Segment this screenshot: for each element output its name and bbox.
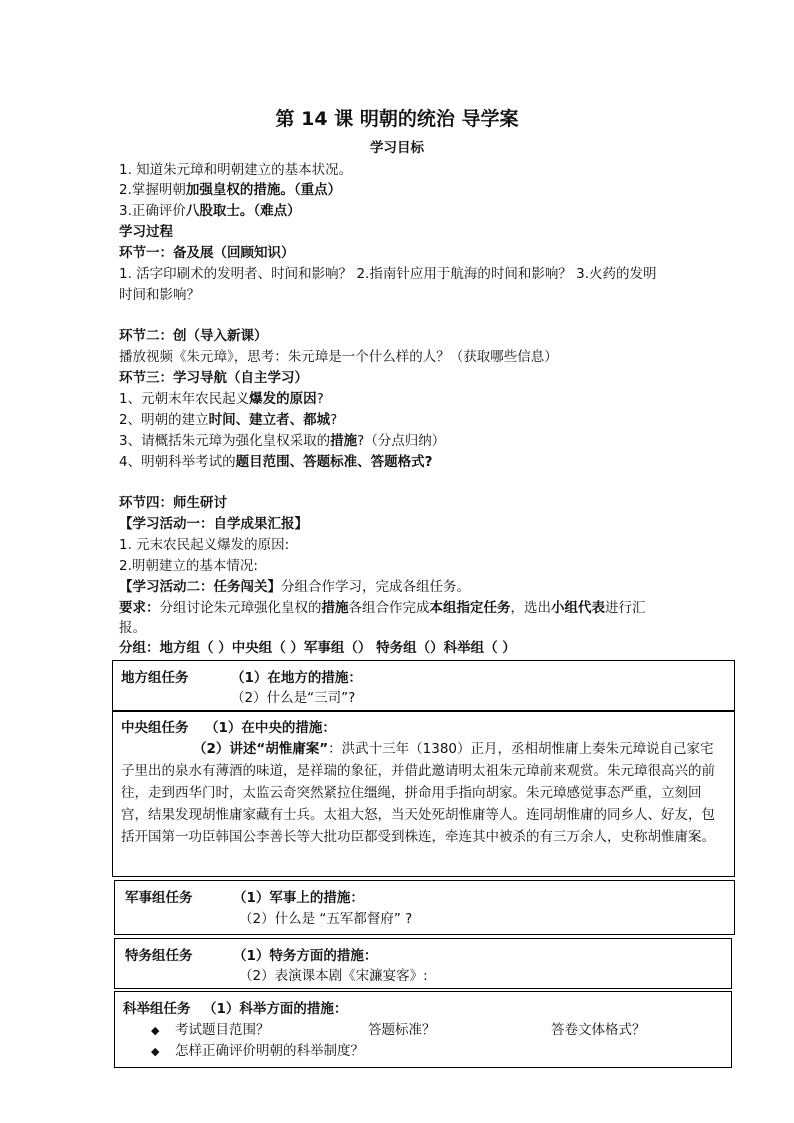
task-secret-q1: （1）特务方面的措施： <box>233 948 378 964</box>
objective-2-note: 。（重点） <box>280 182 342 198</box>
task-military-label: 军事组任务 <box>125 890 193 906</box>
objective-2-prefix: 2.掌握明朝 <box>119 182 186 198</box>
task-exam-b1a: 考试题目范围？ <box>175 1022 270 1038</box>
question-4 <box>119 452 432 472</box>
requirement-text-2: 各组合作完成 <box>348 600 430 616</box>
question-2-prefix: 2、明朝的建立 <box>119 412 209 428</box>
activity-1-line-1: 1. 元末农民起义爆发的原因: <box>119 537 290 553</box>
question-1-key: 爆发的原因 <box>249 391 317 407</box>
section-1-heading: 环节一：备及展（回顾知识） <box>119 245 295 261</box>
requirement-text-1: 分组讨论朱元璋强化皇权的 <box>159 600 322 616</box>
question-4-suffix: ? <box>424 454 433 470</box>
task-secret-label: 特务组任务 <box>125 948 193 964</box>
objective-2-key: 加强皇权的措施 <box>185 182 281 198</box>
objectives-heading: 学习目标 <box>370 140 424 156</box>
task-secret-q2: （2）表演课本剧《宋濂宴客》: <box>239 968 428 984</box>
task-central-q2-text: ：洪武十三年（1380）正月，丞相胡惟庸上奏朱元璋说自己家宅子里出的泉水有薄酒的味道，是祥瑞的象征，并借此邀请明太祖朱元璋前来观赏。朱元璋很高兴的前往，走到西华门时，太监云奇突然紧拉住缰绳，拼命用手指向胡家。朱元璋感觉事态严重，立刻回宫，结果发现胡惟庸家藏有士兵。太祖大怒，当天处死胡惟庸等人。连同胡惟庸的同乡人、好友，包括开国第一功臣韩国公李善长等大批功臣都受到株连，牵连其中被杀的有三万余人，史称胡惟庸案。 <box>121 741 715 845</box>
section-1-line-1: 1. 活字印刷术的发明者、时间和影响？ 2.指南针应用于航海的时间和影响？ 3.火药的发明 <box>119 266 657 282</box>
task-central-q2-heading: （2）讲述“胡惟庸案” <box>193 741 329 757</box>
question-1-suffix: ? <box>316 391 324 407</box>
task-local-q2: （2）什么是“三司”? <box>231 690 356 706</box>
bullet-diamond-icon: ◆ <box>151 1024 160 1037</box>
bullet-diamond-icon: ◆ <box>151 1045 160 1058</box>
requirement-line-2: 报。 <box>119 620 146 636</box>
objective-3-note: 。（难点） <box>239 203 301 219</box>
page-title: 第 14 课 明朝的统治 导学案 <box>275 108 519 130</box>
section-2-heading: 环节二：创（导入新课） <box>119 328 268 344</box>
requirement-label: 要求： <box>119 600 160 616</box>
question-3 <box>119 431 445 451</box>
requirement-key-1: 措施 <box>321 600 349 616</box>
question-4-prefix: 4、明朝科举考试的 <box>119 454 236 470</box>
task-exam-bullet-2 <box>151 1041 364 1062</box>
task-box-local <box>112 660 735 711</box>
requirement-text-4: 进行汇 <box>605 600 646 616</box>
section-2-line: 播放视频《朱元璋》，思考：朱元璋是一个什么样的人？（获取哪些信息） <box>119 349 558 365</box>
task-central-q1: （1）在中央的措施： <box>205 720 336 736</box>
task-exam-b1b: 答题标准？ <box>368 1022 436 1038</box>
question-4-key: 题目范围、答题标准、答题格式 <box>235 454 425 470</box>
task-central-label: 中央组任务 <box>121 720 189 736</box>
objective-2 <box>119 180 341 200</box>
activity-1-heading: 【学习活动一：自学成果汇报】 <box>119 516 308 532</box>
objective-3-key: 八股取士 <box>185 203 240 219</box>
process-heading: 学习过程 <box>119 224 173 240</box>
task-exam-b1c: 答卷文体格式？ <box>551 1022 646 1038</box>
requirement-key-2: 本组指定任务 <box>429 600 511 616</box>
question-3-key: 措施 <box>330 433 358 449</box>
task-exam-q1: （1）科举方面的措施： <box>203 1001 348 1017</box>
task-exam-b2: 怎样正确评价明朝的科举制度？ <box>175 1043 364 1059</box>
task-box-exam <box>114 991 732 1068</box>
task-box-secret <box>114 938 732 989</box>
objective-3-prefix: 3.正确评价 <box>119 203 186 219</box>
groups-line: 分组：地方组（ ）中央组（ ）军事组（） 特务组（）科举组（ ） <box>119 640 516 656</box>
objective-3 <box>119 201 301 221</box>
objective-1: 1. 知道朱元璋和明朝建立的基本状况。 <box>119 162 353 178</box>
question-3-prefix: 3、请概括朱元璋为强化皇权采取的 <box>119 433 331 449</box>
question-2-suffix: ? <box>330 412 338 428</box>
requirement-key-3: 小组代表 <box>551 600 605 616</box>
requirement-text-3: ，选出 <box>510 600 551 616</box>
activity-1-line-2: 2.明朝建立的基本情况: <box>119 558 258 574</box>
section-3-heading: 环节三：学习导航（自主学习） <box>119 370 308 386</box>
question-2 <box>119 410 337 430</box>
task-military-q1: （1）军事上的措施： <box>233 890 364 906</box>
requirement-line <box>119 598 646 618</box>
task-box-military <box>114 880 735 935</box>
question-3-suffix: ?（分点归纳） <box>357 433 446 449</box>
task-military-q2: （2）什么是 “五军都督府” ? <box>239 911 413 927</box>
task-exam-label: 科举组任务 <box>123 1001 191 1017</box>
activity-2-heading: 【学习活动二：任务闯关】 <box>119 579 281 595</box>
question-1 <box>119 389 324 409</box>
question-1-prefix: 1、元朝末年农民起义 <box>119 391 250 407</box>
section-4-heading: 环节四：师生研讨 <box>119 495 227 511</box>
question-2-key: 时间、建立者、都城 <box>208 412 331 428</box>
activity-2-line <box>119 577 470 597</box>
task-exam-bullet-1 <box>151 1020 270 1041</box>
task-local-q1: （1）在地方的措施： <box>231 670 362 686</box>
task-local-label: 地方组任务 <box>121 670 189 686</box>
activity-2-text: 分组合作学习，完成各组任务。 <box>281 579 470 595</box>
section-1-line-2: 时间和影响？ <box>119 287 200 303</box>
task-central-story <box>121 738 725 848</box>
